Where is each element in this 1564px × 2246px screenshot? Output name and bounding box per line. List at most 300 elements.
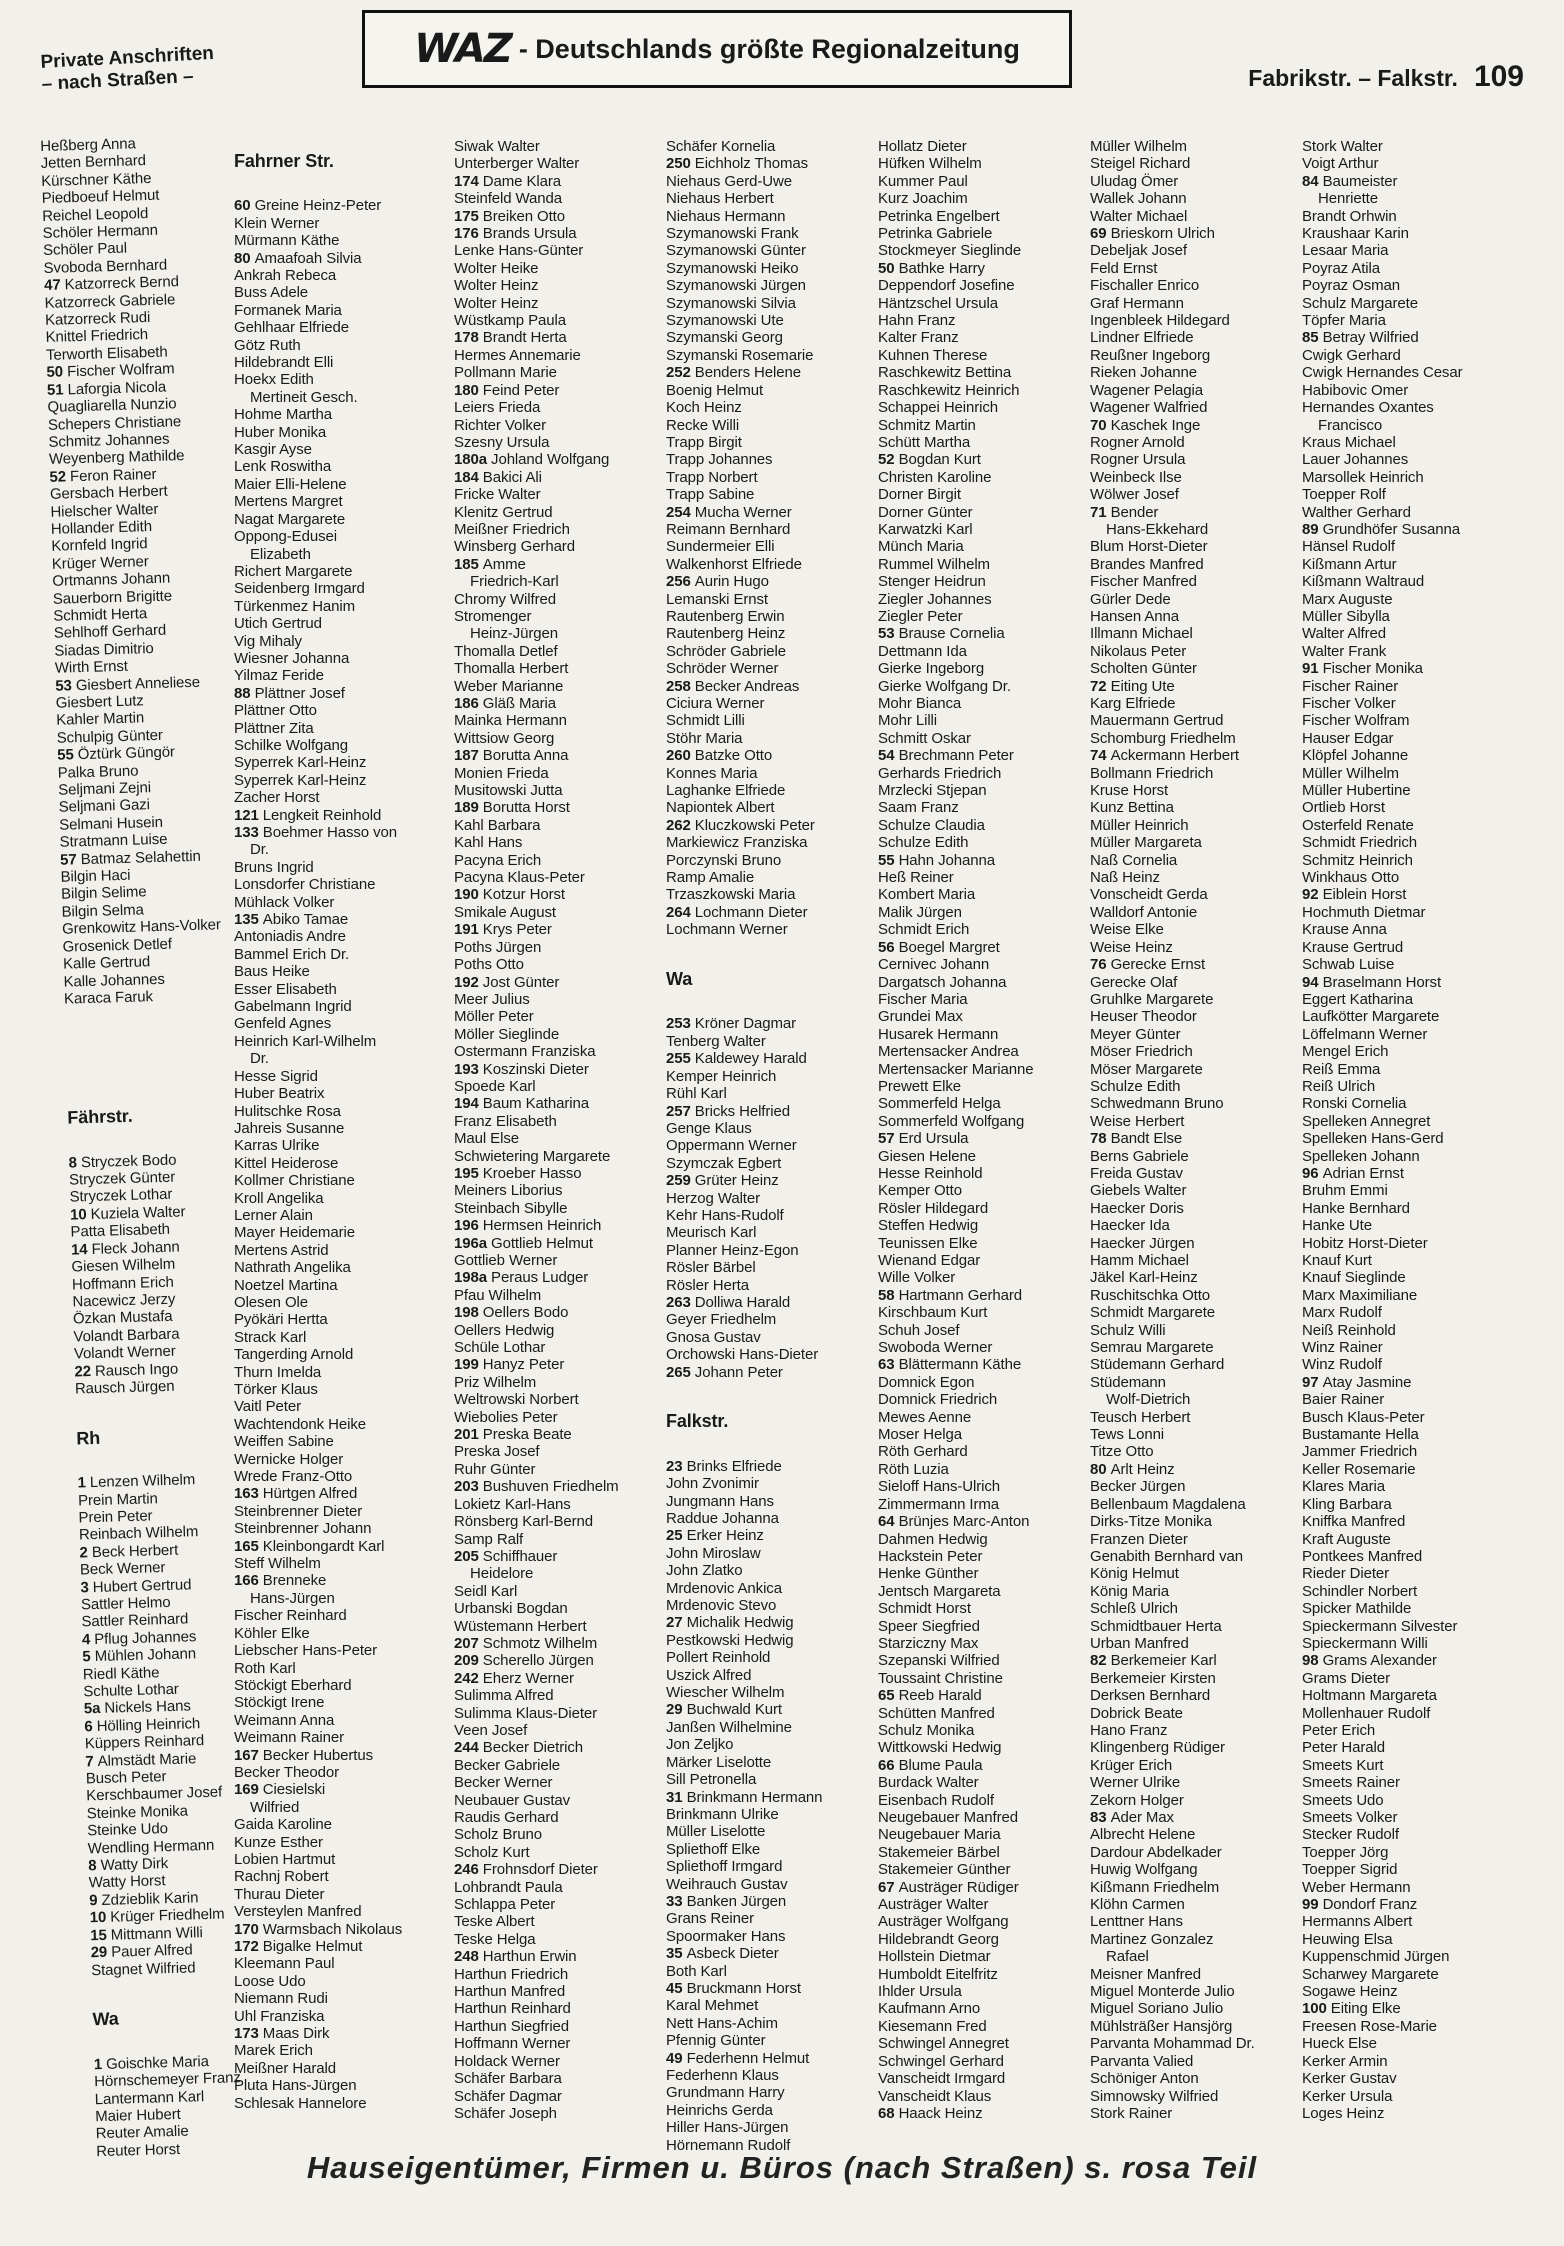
resident-entry: Uludag Ömer: [1090, 172, 1179, 190]
resident-entry: [454, 329, 666, 346]
resident-entry: Weise Heinz: [1090, 938, 1173, 956]
resident-entry: [454, 1635, 666, 1652]
resident-entry: Schomburg Friedhelm: [1090, 729, 1236, 747]
resident-name: Preska Beate: [482, 1426, 572, 1444]
resident-entry: Planner Heinz-Egon: [666, 1241, 799, 1259]
resident-entry: Miguel Monterde Julio: [1090, 1983, 1235, 2001]
resident-name: Brünjes Marc-Anton: [898, 1513, 1030, 1531]
resident-entry: Weimann Rainer: [234, 1729, 345, 1747]
resident-entry: Bammel Erich Dr.: [234, 945, 350, 963]
resident-entry: [666, 1789, 878, 1806]
entry-continuation: Wolf-Dietrich: [1106, 1391, 1191, 1409]
resident-entry: Kerker Gustav: [1302, 2070, 1397, 2088]
resident-entry: Toepper Jörg: [1302, 1843, 1389, 1861]
house-number: 56: [878, 938, 899, 956]
house-number: 50: [878, 259, 899, 277]
resident-entry: Hiller Hans-Jürgen: [666, 2119, 789, 2137]
resident-entry: Schmitz Heinrich: [1302, 851, 1413, 869]
resident-entry: Wirth Ernst: [54, 657, 129, 677]
resident-entry: Christen Karoline: [878, 468, 992, 486]
resident-entry: Watty Horst: [88, 1872, 166, 1892]
house-number: 64: [878, 1513, 899, 1531]
resident-entry: Steinbach Sibylle: [454, 1199, 568, 1217]
resident-entry: Mrdenovic Stevo: [666, 1597, 777, 1615]
resident-entry: Kerker Ursula: [1302, 2087, 1393, 2105]
resident-entry: Fischaller Enrico: [1090, 277, 1200, 295]
resident-entry: Wolter Heinz: [454, 294, 539, 312]
resident-entry: Osterfeld Renate: [1302, 816, 1414, 834]
resident-name: Adrian Ernst: [1322, 1164, 1404, 1182]
resident-entry: Piedboeuf Helmut: [41, 186, 160, 208]
resident-name: Goischke Maria: [105, 2052, 210, 2073]
resident-entry: [1090, 678, 1302, 695]
resident-entry: Speer Siegfried: [878, 1617, 980, 1635]
resident-entry: Krüger Erich: [1090, 1756, 1173, 1774]
resident-entry: Krüger Werner: [51, 552, 149, 573]
resident-name: Abiko Tamae: [262, 911, 349, 929]
resident-entry: Gerecke Olaf: [1090, 973, 1178, 991]
resident-entry: Müller Hubertine: [1302, 782, 1411, 800]
resident-entry: Rogner Arnold: [1090, 433, 1185, 451]
resident-entry: Müller Wilhelm: [1090, 138, 1187, 155]
house-number: 170: [234, 1920, 263, 1938]
resident-entry: Dahmen Hedwig: [878, 1530, 988, 1548]
resident-entry: Monien Frieda: [454, 764, 549, 782]
resident-entry: Rösler Hildegard: [878, 1199, 989, 1217]
resident-entry: Becker Gabriele: [454, 1756, 561, 1774]
resident-entry: Siwak Walter: [454, 138, 540, 155]
resident-entry: Lochmann Werner: [666, 921, 788, 939]
house-number: 242: [454, 1669, 483, 1687]
resident-entry: [454, 1861, 666, 1878]
resident-entry: Syperrek Karl-Heinz: [234, 754, 367, 772]
resident-entry: Mewes Aenne: [878, 1408, 972, 1426]
resident-entry: Schleß Ulrich: [1090, 1600, 1178, 1618]
resident-entry: Spieckermann Willi: [1302, 1634, 1428, 1652]
resident-entry: [454, 974, 666, 991]
resident-entry: Busch Klaus-Peter: [1302, 1408, 1425, 1426]
resident-entry: Szymanowski Ute: [666, 312, 784, 330]
resident-name: Hermsen Heinrich: [482, 1217, 602, 1235]
resident-entry: Stakemeier Günther: [878, 1861, 1011, 1879]
resident-entry: [666, 1050, 878, 1067]
resident-entry: Schulz Margarete: [1302, 294, 1418, 312]
resident-entry: Niehaus Herbert: [666, 190, 774, 208]
resident-entry: Spelleken Annegret: [1302, 1112, 1431, 1130]
resident-name: Zdzieblik Karin: [101, 1889, 199, 1909]
resident-entry: Szymanowski Jürgen: [666, 277, 806, 295]
resident-entry: Marsollek Heinrich: [1302, 468, 1424, 486]
resident-entry: Dardour Abdelkader: [1090, 1843, 1222, 1861]
resident-entry: Hüfken Wilhelm: [878, 155, 982, 173]
resident-name: Kuziela Walter: [90, 1203, 186, 1223]
resident-entry: [234, 197, 454, 214]
resident-entry: Baier Rainer: [1302, 1391, 1385, 1409]
resident-entry: Götz Ruth: [234, 336, 301, 354]
resident-entry: Harthun Reinhard: [454, 2000, 571, 2018]
resident-entry: Reußner Ingeborg: [1090, 346, 1211, 364]
house-number: 88: [234, 684, 255, 702]
resident-entry: Möser Margarete: [1090, 1060, 1203, 1078]
resident-entry: Raschkewitz Bettina: [878, 364, 1012, 382]
resident-entry: Spelleken Hans-Gerd: [1302, 1130, 1444, 1148]
house-number: 68: [878, 2104, 899, 2122]
resident-entry: [666, 1945, 878, 1962]
resident-entry: Maier Elli-Helene: [234, 475, 347, 493]
resident-entry: Derksen Bernhard: [1090, 1687, 1211, 1705]
resident-entry: Schwingel Gerhard: [878, 2052, 1004, 2070]
house-number: 250: [666, 155, 695, 173]
resident-entry: [234, 250, 454, 267]
resident-entry: [1302, 1165, 1538, 1182]
house-number: 198: [454, 1304, 483, 1322]
resident-entry: [1302, 329, 1538, 346]
resident-entry: Hörnemann Rudolf: [666, 2136, 791, 2154]
resident-entry: Jäkel Karl-Heinz: [1090, 1269, 1198, 1287]
resident-entry: [234, 1572, 454, 1589]
resident-entry: Ostermann Franziska: [454, 1043, 596, 1061]
resident-entry: [878, 260, 1090, 277]
resident-entry: Müller Heinrich: [1090, 816, 1189, 834]
resident-entry: Köhler Elke: [234, 1624, 310, 1642]
resident-name: Ciesielski: [262, 1781, 326, 1799]
resident-entry: Feld Ernst: [1090, 259, 1158, 277]
resident-entry: Mollenhauer Rudolf: [1302, 1704, 1431, 1722]
resident-entry: [666, 1015, 878, 1032]
resident-entry: Ankrah Rebeca: [234, 267, 337, 285]
house-number: 55: [878, 851, 899, 869]
resident-name: Amme: [482, 555, 526, 573]
resident-entry: Keller Rosemarie: [1302, 1460, 1416, 1478]
directory-column-2: [234, 138, 454, 2128]
house-number: 29: [90, 1943, 112, 1962]
resident-entry: Schilke Wolfgang: [234, 736, 349, 754]
resident-entry: Koch Heinz: [666, 399, 742, 417]
resident-entry: Semrau Margarete: [1090, 1339, 1214, 1357]
resident-entry: Reiß Ulrich: [1302, 1077, 1376, 1095]
resident-name: Hanyz Peter: [482, 1356, 565, 1374]
resident-entry: Laghanke Elfriede: [666, 782, 786, 800]
resident-entry: Weimann Anna: [234, 1711, 335, 1729]
resident-entry: Kalter Franz: [878, 329, 959, 347]
resident-entry: Pestkowski Hedwig: [666, 1631, 794, 1649]
resident-entry: Hano Franz: [1090, 1721, 1168, 1739]
resident-entry: Marx Maximiliane: [1302, 1286, 1418, 1304]
house-number: 172: [234, 1938, 263, 1956]
resident-entry: Buss Adele: [234, 284, 309, 302]
resident-name: Amaafoah Silvia: [254, 249, 362, 267]
resident-name: Baum Katharina: [482, 1095, 589, 1113]
resident-entry: Peter Erich: [1302, 1721, 1376, 1739]
resident-entry: Veen Josef: [454, 1721, 528, 1739]
resident-entry: Kuppenschmid Jürgen: [1302, 1948, 1450, 1966]
resident-entry: Nett Hans-Achim: [666, 2014, 778, 2032]
resident-entry: Unterberger Walter: [454, 155, 580, 173]
resident-entry: Sill Petronella: [666, 1771, 757, 1789]
resident-entry: Fischer Reinhard: [234, 1607, 347, 1625]
resident-entry: Sundermeier Elli: [666, 538, 775, 556]
house-number: 180: [454, 381, 483, 399]
house-number: 8: [88, 1857, 101, 1875]
house-number: 263: [666, 1293, 695, 1311]
resident-entry: Lemanski Ernst: [666, 590, 768, 608]
resident-entry: Pfau Wilhelm: [454, 1286, 542, 1304]
resident-entry: Fischer Rainer: [1302, 677, 1399, 695]
resident-entry: [1302, 521, 1538, 538]
resident-entry: Naß Heinz: [1090, 869, 1160, 887]
resident-entry: Ziegler Johannes: [878, 590, 992, 608]
resident-entry: [666, 2050, 878, 2067]
resident-name: Scherello Jürgen: [482, 1652, 594, 1670]
resident-entry: Rösler Bärbel: [666, 1259, 756, 1277]
street-heading: Fahrner Str.: [234, 151, 334, 171]
house-number: 193: [454, 1060, 483, 1078]
resident-entry: Cernivec Johann: [878, 956, 990, 974]
resident-entry: Wittkowski Hedwig: [878, 1739, 1002, 1757]
resident-entry: Wittsiow Georg: [454, 729, 555, 747]
resident-entry: Mainka Hermann: [454, 712, 567, 730]
resident-entry: [1090, 417, 1302, 434]
resident-name: Oellers Bodo: [482, 1304, 569, 1322]
resident-entry: Szepanski Wilfried: [878, 1652, 1000, 1670]
house-number: 35: [666, 1945, 687, 1963]
resident-entry: Husarek Hermann: [878, 1025, 999, 1043]
resident-entry: Schmidt Horst: [878, 1600, 971, 1618]
resident-entry: Weihrauch Gustav: [666, 1875, 788, 1893]
resident-entry: [878, 625, 1090, 642]
resident-entry: [454, 747, 666, 764]
resident-entry: [454, 1095, 666, 1112]
house-number: 199: [454, 1356, 483, 1374]
resident-name: Bigalke Helmut: [262, 1938, 363, 1956]
resident-entry: Kißmann Artur: [1302, 555, 1397, 573]
resident-entry: Huber Beatrix: [234, 1085, 325, 1103]
resident-entry: Hahn Franz: [878, 312, 956, 330]
resident-entry: Fischer Manfred: [1090, 573, 1197, 591]
house-number: 2: [79, 1543, 93, 1562]
resident-entry: Pacyna Klaus-Peter: [454, 869, 585, 887]
house-number: 66: [878, 1756, 899, 1774]
spacer: [666, 1381, 878, 1398]
resident-entry: Prein Martin: [77, 1489, 158, 1509]
house-number: 1: [77, 1474, 91, 1492]
resident-entry: Schulze Edith: [1090, 1077, 1181, 1095]
resident-name: Brinks Elfriede: [686, 1457, 782, 1475]
resident-entry: Zimmermann Irma: [878, 1495, 1000, 1513]
resident-entry: Hollatz Dieter: [878, 138, 967, 155]
resident-entry: Heinrich Karl-Wilhelm: [234, 1032, 377, 1050]
resident-entry: Kemper Heinrich: [666, 1067, 777, 1085]
resident-entry: Seljmani Gazi: [58, 796, 151, 817]
directory-columns: [40, 135, 1560, 2160]
resident-entry: Wachtendonk Heike: [234, 1415, 366, 1433]
resident-entry: Kirschbaum Kurt: [878, 1304, 988, 1322]
resident-entry: Spelleken Johann: [1302, 1147, 1420, 1165]
resident-entry: Becker Werner: [454, 1774, 553, 1792]
resident-entry: Meyer Günter: [1090, 1025, 1181, 1043]
resident-name: Baumeister: [1322, 172, 1398, 190]
house-number: 184: [454, 468, 483, 486]
resident-entry: Stöhr Maria: [666, 729, 743, 747]
resident-entry: Dettmann Ida: [878, 642, 967, 660]
resident-entry: [878, 939, 1090, 956]
resident-entry: Werner Ulrike: [1090, 1774, 1181, 1792]
resident-name: Brenneke: [262, 1572, 327, 1590]
resident-entry: Ronski Cornelia: [1302, 1095, 1407, 1113]
house-number: 100: [1302, 2000, 1331, 2018]
resident-entry: Mayer Heidemarie: [234, 1224, 355, 1242]
resident-entry: Gersbach Herbert: [49, 482, 168, 503]
resident-entry: [666, 1980, 878, 1997]
house-number: 3: [80, 1578, 94, 1596]
house-number: 22: [74, 1362, 96, 1381]
resident-entry: Uhl Franziska: [234, 2007, 325, 2025]
house-number: 189: [454, 799, 483, 817]
resident-entry: Sulimma Alfred: [454, 1687, 554, 1705]
resident-name: Hürtgen Alfred: [262, 1485, 358, 1503]
resident-entry: [454, 1217, 666, 1234]
resident-entry: Gruhlke Margarete: [1090, 990, 1214, 1008]
house-number: 45: [666, 1979, 687, 1997]
house-number: 76: [1090, 956, 1111, 974]
resident-entry: Wolter Heinz: [454, 277, 539, 295]
resident-entry: Müller Liselotte: [666, 1823, 766, 1841]
resident-entry: Kunz Bettina: [1090, 799, 1174, 817]
house-number: 246: [454, 1861, 483, 1879]
resident-entry: Janßen Wilhelmine: [666, 1718, 792, 1736]
resident-entry: Sogawe Heinz: [1302, 1983, 1398, 2001]
resident-name: Peraus Ludger: [491, 1269, 589, 1287]
resident-entry: Roth Karl: [234, 1659, 296, 1677]
resident-entry: Richter Volker: [454, 416, 546, 434]
resident-entry: Krause Gertrud: [1302, 938, 1404, 956]
resident-name: Gerecke Ernst: [1110, 956, 1206, 974]
resident-entry: Hänsel Rudolf: [1302, 538, 1395, 556]
resident-entry: Lantermann Karl: [94, 2087, 205, 2108]
resident-entry: [454, 1165, 666, 1182]
resident-entry: [1090, 1809, 1302, 1826]
house-number: 255: [666, 1050, 695, 1068]
resident-entry: Nacewicz Jerzy: [72, 1290, 176, 1311]
resident-name: Greine Heinz-Peter: [254, 197, 382, 215]
house-number: 4: [81, 1630, 95, 1649]
resident-entry: Kleemann Paul: [234, 1955, 335, 1973]
resident-entry: Toussaint Christine: [878, 1669, 1003, 1687]
resident-name: Michalik Hedwig: [686, 1614, 794, 1632]
resident-name: Brands Ursula: [482, 225, 577, 243]
resident-entry: Patta Elisabeth: [70, 1221, 171, 1241]
resident-name: Krys Peter: [482, 921, 552, 939]
resident-entry: Walter Michael: [1090, 207, 1188, 225]
resident-entry: Volandt Werner: [73, 1342, 176, 1363]
resident-entry: Rautenberg Erwin: [666, 607, 785, 625]
resident-entry: Hesse Sigrid: [234, 1067, 318, 1085]
resident-name: Bushuven Friedhelm: [482, 1478, 619, 1496]
resident-name: Gottlieb Helmut: [491, 1234, 593, 1252]
resident-entry: Yilmaz Feride: [234, 667, 324, 685]
resident-entry: Rautenberg Heinz: [666, 625, 786, 643]
house-number: 209: [454, 1652, 483, 1670]
resident-entry: Bustamante Hella: [1302, 1426, 1419, 1444]
house-number: 69: [1090, 225, 1111, 243]
resident-entry: [454, 1235, 666, 1252]
resident-entry: Stockmeyer Sieglinde: [878, 242, 1022, 260]
resident-entry: Wienand Edgar: [878, 1252, 981, 1269]
resident-name: Hölling Heinrich: [96, 1714, 201, 1735]
resident-entry: Schlesak Hannelore: [234, 2094, 367, 2112]
resident-name: Ader Max: [1110, 1809, 1174, 1826]
resident-entry: Harthun Friedrich: [454, 1965, 569, 1983]
resident-entry: Grosenick Detlef: [62, 935, 173, 956]
resident-entry: [454, 799, 666, 816]
resident-entry: Freesen Rose-Marie: [1302, 2017, 1437, 2035]
resident-entry: Spoede Karl: [454, 1077, 536, 1095]
resident-entry: Ingenbleek Hildegard: [1090, 312, 1230, 330]
directory-column-5: [878, 138, 1090, 2128]
resident-entry: Klein Werner: [234, 214, 320, 232]
resident-entry: Ruhr Günter: [454, 1460, 536, 1478]
resident-name: Schmotz Wilhelm: [482, 1634, 598, 1652]
resident-entry: [666, 573, 878, 590]
resident-entry: Seljmani Zejni: [57, 779, 152, 799]
resident-name: Banken Jürgen: [686, 1892, 787, 1910]
resident-entry: Schlappa Peter: [454, 1896, 556, 1914]
directory-column-6: [1090, 138, 1302, 2128]
resident-entry: Siadas Dimitrio: [54, 639, 154, 660]
resident-entry: Bollmann Friedrich: [1090, 764, 1214, 782]
resident-entry: Kahl Barbara: [454, 816, 541, 834]
resident-entry: Stratmann Luise: [59, 830, 168, 851]
resident-entry: Schwab Luise: [1302, 956, 1395, 974]
resident-entry: Genabith Bernhard van: [1090, 1547, 1244, 1565]
house-number: 10: [89, 1909, 111, 1927]
resident-name: Warmsbach Nikolaus: [262, 1920, 403, 1938]
resident-entry: [878, 1687, 1090, 1704]
resident-entry: Simnowsky Wilfried: [1090, 2087, 1219, 2105]
resident-entry: Rieken Johanne: [1090, 364, 1198, 382]
resident-name: Asbeck Dieter: [686, 1945, 779, 1963]
resident-entry: [666, 1364, 878, 1381]
house-number: 257: [666, 1102, 695, 1120]
resident-name: Kleinbongardt Karl: [262, 1537, 385, 1555]
house-number: 10: [69, 1205, 91, 1224]
resident-entry: Brandes Manfred: [1090, 555, 1204, 573]
resident-entry: Knauf Sieglinde: [1302, 1269, 1406, 1287]
resident-entry: Hermes Annemarie: [454, 346, 581, 364]
resident-entry: [1302, 660, 1538, 677]
resident-entry: [234, 1938, 454, 1955]
resident-entry: Sattler Reinhard: [81, 1610, 189, 1631]
resident-entry: Schüle Lothar: [454, 1339, 546, 1357]
resident-entry: Miguel Soriano Julio: [1090, 2000, 1224, 2018]
resident-entry: Berns Gabriele: [1090, 1147, 1189, 1165]
house-number: 133: [234, 824, 263, 842]
resident-entry: Weise Herbert: [1090, 1112, 1185, 1130]
house-number: 94: [1302, 973, 1323, 991]
resident-entry: Naß Cornelia: [1090, 851, 1178, 869]
resident-entry: Bilgin Selime: [60, 883, 147, 904]
entry-continuation: Friedrich-Karl: [470, 573, 559, 591]
entry-continuation: Dr.: [250, 1050, 269, 1068]
resident-name: Gläß Maria: [482, 695, 556, 712]
resident-entry: Kahl Hans: [454, 834, 523, 852]
house-number: 163: [234, 1485, 263, 1503]
resident-entry: Schöler Hermann: [42, 221, 159, 242]
resident-entry: Smeets Volker: [1302, 1809, 1398, 1826]
resident-entry: Spliethoff Irmgard: [666, 1858, 783, 1876]
house-number: 72: [1090, 677, 1111, 695]
resident-entry: Pluta Hans-Jürgen: [234, 2077, 357, 2095]
